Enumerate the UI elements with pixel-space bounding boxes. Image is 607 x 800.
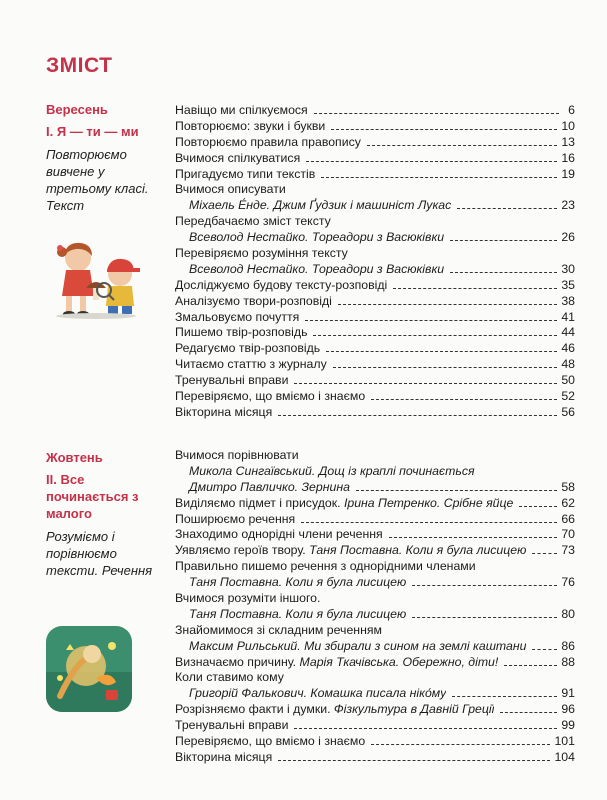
toc-entry (175, 310, 575, 326)
toc-entry-title (175, 167, 315, 183)
toc-entry (175, 512, 575, 528)
toc-entry-title (175, 198, 451, 214)
toc-entry-text: Пригадуємо типи текстів (175, 166, 316, 181)
dot-leader (393, 288, 557, 289)
toc-entry-text: Перевіряємо розуміння тексту (175, 246, 348, 261)
toc-entry (175, 623, 575, 639)
toc-entry-text: Навіщо ми спілкуємося (175, 103, 308, 117)
toc-entry-text: Перевіряємо, що вміємо і знаємо (175, 389, 366, 404)
dot-leader (321, 177, 557, 178)
toc-entry-text: Виділяємо підмет і присудок. (175, 495, 344, 510)
toc-entry-title (175, 103, 308, 119)
page-number: 56 (561, 404, 575, 419)
toc-entry-title (175, 230, 444, 246)
toc-entry (175, 480, 575, 496)
page-number: 104 (554, 749, 575, 764)
toc-entry-title (175, 405, 272, 421)
toc-entry-reading: Таня Поставна. Коли я була лисицею (309, 543, 527, 558)
toc-entry (175, 655, 575, 671)
toc-entry (175, 448, 575, 464)
toc-entry (175, 496, 575, 512)
toc-entry-title (175, 357, 327, 373)
toc-entry (175, 639, 575, 655)
dot-leader (500, 712, 557, 713)
page-number: 6 (568, 103, 575, 117)
toc-entry-reading: Міхаель Е́нде. Джим Ґудзик і машиніст Лукас (189, 198, 452, 213)
toc-entry (175, 670, 575, 686)
toc-entry (175, 559, 575, 575)
toc-entry (175, 734, 575, 750)
toc-entry-title (175, 182, 575, 198)
toc-list-2 (175, 448, 575, 766)
toc-entry (175, 262, 575, 278)
toc-entry-title (175, 448, 575, 464)
toc-entry-text: Досліджуємо будову тексту-розповіді (175, 277, 388, 292)
toc-entry-title (175, 325, 307, 341)
toc-entry-reading: Григорій Фалькович. Комашка писала ніко́му (189, 686, 447, 701)
dot-leader (452, 696, 557, 697)
toc-entry-title (175, 718, 288, 734)
page-number: 26 (561, 230, 575, 245)
toc-entry-title (175, 512, 295, 528)
page-number: 23 (561, 198, 575, 213)
toc-entry-text: Читаємо статтю з журналу (175, 357, 327, 372)
dot-leader (294, 383, 557, 384)
toc-entry-title (175, 639, 526, 655)
toc-entry-title (175, 389, 365, 405)
page-number: 10 (561, 118, 575, 133)
page-number: 44 (561, 325, 575, 340)
toc-entry-text: Тренувальні вправи (175, 373, 289, 388)
toc-entry (175, 119, 575, 135)
month-label: Вересень (46, 102, 108, 117)
toc-entry-title (175, 527, 383, 543)
page-number: 50 (561, 373, 575, 388)
toc-entry (175, 103, 575, 119)
toc-entry (175, 405, 575, 421)
page-number: 58 (561, 479, 575, 494)
dot-leader (371, 744, 550, 745)
dot-leader (305, 320, 557, 321)
page-number: 52 (561, 389, 575, 404)
page-number: 62 (561, 495, 575, 510)
toc-entry-text: Передбачаємо зміст тексту (175, 214, 331, 229)
section-sidebar-2 (46, 450, 164, 579)
toc-entry-text: Вікторина місяця (175, 749, 273, 764)
toc-entry-title (175, 294, 332, 310)
page-number: 96 (561, 702, 575, 717)
toc-entry-text: Уявляємо героїв твору. (175, 543, 310, 558)
page-number: 66 (561, 511, 575, 526)
toc-entry-title (175, 310, 299, 326)
section-description: Повторюємо вивчене у третьому класі. Текст (46, 147, 149, 213)
toc-entry-reading: Ірина Петренко. Срібне яйце (343, 495, 514, 510)
toc-entry-title (175, 734, 365, 750)
toc-entry (175, 389, 575, 405)
toc-entry (175, 341, 575, 357)
toc-entry (175, 464, 575, 480)
toc-entry (175, 686, 575, 702)
toc-entry (175, 373, 575, 389)
toc-entry-title (175, 750, 272, 766)
toc-entry (175, 325, 575, 341)
dot-leader (367, 145, 557, 146)
toc-entry-title (175, 496, 513, 512)
toc-entry-title (175, 591, 575, 607)
dot-leader (450, 272, 557, 273)
toc-entry-text: Перевіряємо, що вміємо і знаємо (175, 734, 366, 749)
toc-entry-text: Пишемо твір-розповідь (175, 325, 308, 340)
dot-leader (314, 113, 559, 114)
toc-entry (175, 718, 575, 734)
toc-entry (175, 543, 575, 559)
dot-leader (450, 240, 557, 241)
page-title: ЗМІСТ (46, 54, 113, 77)
toc-entry (175, 246, 575, 262)
section-sidebar-1 (46, 102, 164, 214)
toc-entry (175, 357, 575, 373)
page-number: 88 (561, 654, 575, 669)
toc-entry (175, 607, 575, 623)
toc-entry-title (175, 655, 498, 671)
toc-entry-text: Редагуємо твір-розповідь (175, 341, 321, 356)
toc-entry-text: Повторюємо: звуки і букви (175, 118, 326, 133)
toc-entry-title (175, 607, 406, 623)
toc-entry (175, 750, 575, 766)
toc-entry-text: Визначаємо причину. (175, 654, 300, 669)
month-label: Жовтень (46, 450, 103, 465)
toc-entry-text: Поширюємо речення (175, 511, 296, 526)
toc-entry-text: Розрізняємо факти і думки. (175, 702, 334, 717)
page-number: 19 (561, 166, 575, 181)
toc-entry-title (175, 373, 288, 389)
page-number: 70 (561, 527, 575, 542)
section-heading: ІІ. Все починається з малого (46, 472, 139, 521)
page-number: 48 (561, 357, 575, 372)
page-number: 16 (561, 150, 575, 165)
toc-entry-title (175, 686, 446, 702)
dot-leader (301, 522, 557, 523)
toc-entry-reading: Всеволод Нестайко. Тореадори з Васюківки (189, 261, 445, 276)
toc-entry-reading: Фізкультура в Давній Греції (333, 702, 495, 717)
dot-leader (294, 728, 557, 729)
toc-entry-text: Правильно пишемо речення з однорідними членами (175, 559, 476, 574)
page-number: 76 (561, 575, 575, 590)
page-number: 86 (561, 638, 575, 653)
toc-entry-text: Вікторина місяця (175, 404, 273, 419)
page-number: 41 (561, 309, 575, 324)
toc-entry-reading: Дмитро Павличко. Зернина (189, 479, 350, 494)
dot-leader (333, 367, 558, 368)
dot-leader (313, 335, 557, 336)
dot-leader (331, 129, 557, 130)
toc-entry-reading: Микола Сингаївський. Дощ із краплі починається (189, 463, 475, 478)
dot-leader (338, 304, 557, 305)
page-number: 91 (561, 686, 575, 701)
page-number: 73 (561, 543, 575, 558)
toc-entry-reading: Таня Поставна. Коли я була лисицею (189, 575, 407, 590)
dot-leader (389, 537, 558, 538)
section-description: Розуміємо і порівнюємо тексти. Речення (46, 529, 153, 578)
dot-leader (504, 665, 557, 666)
toc-entry (175, 135, 575, 151)
toc-entry (175, 151, 575, 167)
toc-entry-title (175, 559, 575, 575)
dot-leader (412, 617, 557, 618)
toc-entry (175, 702, 575, 718)
page-number: 80 (561, 606, 575, 621)
toc-entry-text: Вчимося розуміти іншого. (175, 591, 321, 606)
dot-leader (519, 506, 557, 507)
toc-entry-title (175, 135, 361, 151)
toc-entry-reading: Марія Ткачівська. Обережно, діти! (299, 654, 499, 669)
toc-entry-title (175, 464, 575, 480)
toc-entry-title (175, 670, 575, 686)
toc-entry-reading: Всеволод Нестайко. Тореадори з Васюківки (189, 230, 445, 245)
page-number: 13 (561, 134, 575, 149)
toc-entry-reading: Таня Поставна. Коли я була лисицею (189, 606, 407, 621)
toc-entry-text: Вчимося порівнювати (175, 448, 299, 462)
dot-leader (412, 585, 557, 586)
toc-entry (175, 575, 575, 591)
page-number: 46 (561, 341, 575, 356)
toc-entry-title (175, 341, 320, 357)
dot-leader (371, 399, 557, 400)
dot-leader (532, 553, 557, 554)
dot-leader (326, 351, 557, 352)
toc-entry (175, 591, 575, 607)
toc-entry-text: Повторюємо правила правопису (175, 134, 361, 149)
toc-entry-text: Вчимося спілкуватися (175, 150, 301, 165)
dot-leader (278, 415, 557, 416)
dot-leader (306, 161, 557, 162)
toc-entry-title (175, 278, 387, 294)
toc-entry (175, 294, 575, 310)
toc-entry (175, 527, 575, 543)
toc-entry (175, 167, 575, 183)
toc-entry (175, 214, 575, 230)
toc-entry-text: Змальовуємо почуття (175, 309, 300, 324)
toc-entry-text: Вчимося описувати (175, 182, 286, 197)
toc-entry-title (175, 543, 526, 559)
page-number: 38 (561, 293, 575, 308)
dot-leader (278, 760, 550, 761)
toc-entry-title (175, 623, 575, 639)
toc-entry-reading: Максим Рильський. Ми збирали з сином на землі каштани (189, 638, 527, 653)
page-number: 99 (561, 718, 575, 733)
dot-leader (457, 208, 557, 209)
toc-entry-title (175, 246, 575, 262)
toc-entry-title (175, 262, 444, 278)
section-heading: І. Я — ти — ми (46, 124, 139, 139)
toc-entry-title (175, 214, 575, 230)
toc-list-1 (175, 103, 575, 421)
seed-sprout-illustration (46, 626, 132, 712)
toc-entry (175, 278, 575, 294)
toc-entry-text: Коли ставимо кому (175, 670, 284, 685)
toc-entry-text: Тренувальні вправи (175, 718, 289, 733)
dot-leader (532, 649, 557, 650)
toc-entry-text: Знаходимо однорідні члени речення (175, 527, 383, 542)
children-with-magnifier-illustration (46, 234, 146, 320)
toc-entry-title (175, 480, 350, 496)
toc-entry (175, 198, 575, 214)
toc-entry-title (175, 119, 325, 135)
toc-entry-title (175, 151, 300, 167)
toc-entry-text: Аналізуємо твори-розповіді (175, 293, 332, 308)
page-number: 30 (561, 261, 575, 276)
toc-entry-title (175, 702, 494, 718)
page-number: 101 (554, 734, 575, 749)
toc-entry-text: Знайомимося зі складним реченням (175, 622, 382, 637)
toc-entry (175, 182, 575, 198)
toc-entry-title (175, 575, 406, 591)
dot-leader (356, 490, 557, 491)
toc-entry (175, 230, 575, 246)
page-number: 35 (561, 277, 575, 292)
